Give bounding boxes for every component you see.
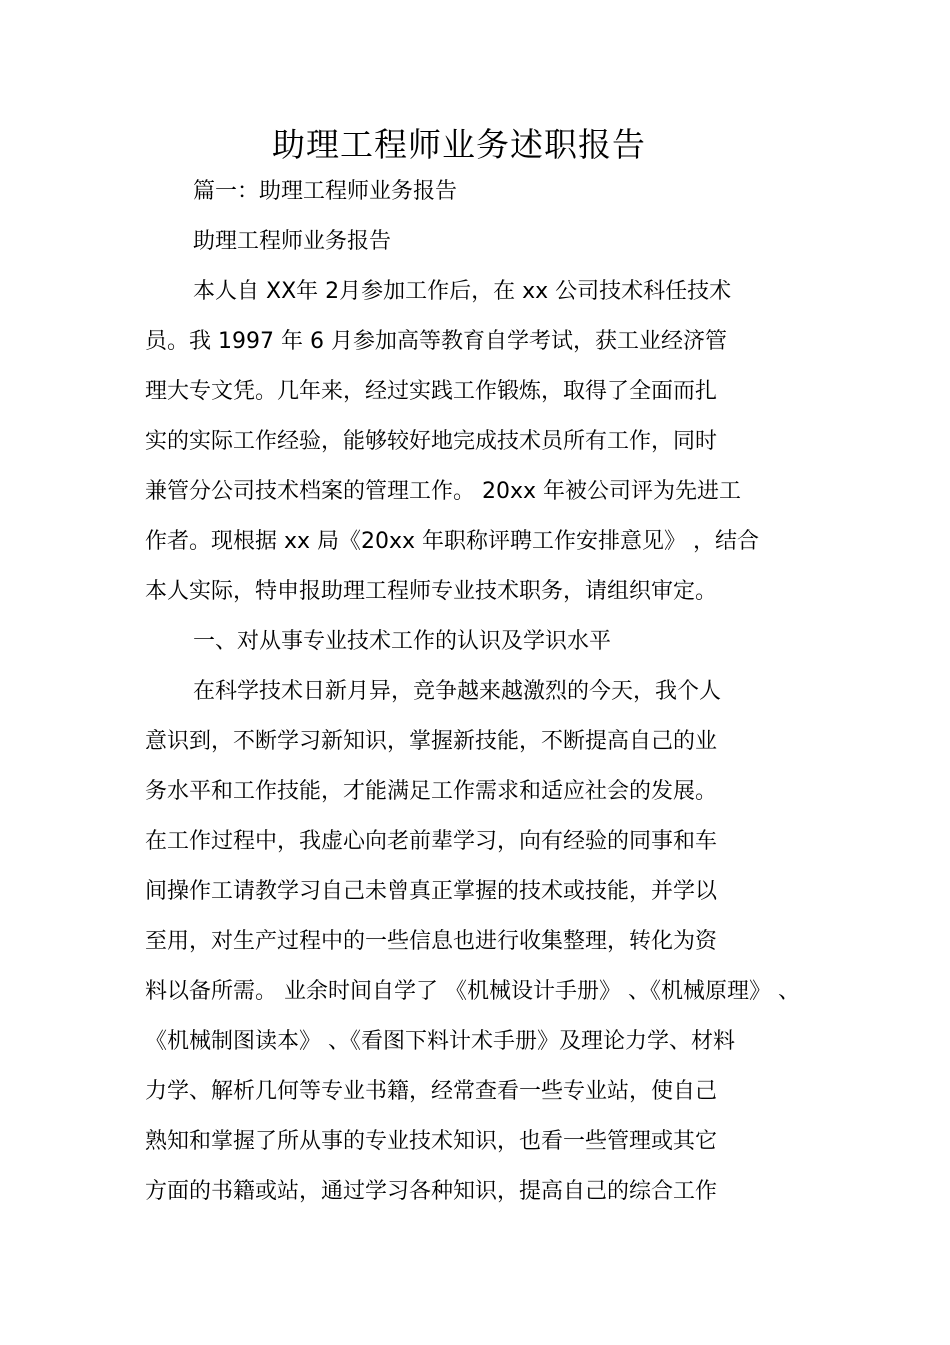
section-heading-1: 一、对从事专业技术工作的认识及学识水平 (193, 629, 612, 654)
section-heading-part1: 篇一：助理工程师业务报告 (193, 179, 458, 204)
paragraph-line: 实的实际工作经验，能够较好地完成技术员所有工作，同时 (145, 429, 718, 454)
paragraph-line: 《机械制图读本》 、《看图下料计术手册》及理论力学、材料 (145, 1029, 735, 1054)
paragraph-line: 至用，对生产过程中的一些信息也进行收集整理，转化为资 (145, 929, 718, 954)
paragraph-line: 在科学技术日新月异，竞争越来越激烈的今天，我个人 (193, 679, 722, 704)
paragraph-line: 在工作过程中，我虚心向老前辈学习，向有经验的同事和车 (145, 829, 718, 854)
report-subtitle: 助理工程师业务报告 (193, 229, 392, 254)
paragraph-line: 力学、解析几何等专业书籍，经常查看一些专业站，使自己 (145, 1079, 718, 1104)
paragraph-line: 员。我 1997 年 6 月参加高等教育自学考试，获工业经济管 (145, 329, 727, 354)
document-title: 助理工程师业务述职报告 (272, 125, 646, 164)
paragraph-line: 方面的书籍或站，通过学习各种知识，提高自己的综合工作 (145, 1179, 718, 1204)
paragraph-line: 料以备所需。 业余时间自学了 《机械设计手册》 、《机械原理》 、 (145, 979, 800, 1004)
paragraph-line: 熟知和掌握了所从事的专业技术知识，也看一些管理或其它 (145, 1129, 718, 1154)
paragraph-line: 务水平和工作技能，才能满足工作需求和适应社会的发展。 (145, 779, 718, 804)
paragraph-line: 本人自 XX年 2月参加工作后，在 xx 公司技术科任技术 (193, 279, 732, 304)
paragraph-line: 理大专文凭。几年来，经过实践工作锻炼，取得了全面而扎 (145, 379, 718, 404)
paragraph-line: 本人实际，特申报助理工程师专业技术职务，请组织审定。 (145, 579, 718, 604)
paragraph-line: 间操作工请教学习自己未曾真正掌握的技术或技能，并学以 (145, 879, 718, 904)
paragraph-line: 意识到，不断学习新知识，掌握新技能，不断提高自己的业 (145, 729, 718, 754)
paragraph-line: 兼管分公司技术档案的管理工作。 20xx 年被公司评为先进工 (145, 479, 742, 504)
paragraph-line: 作者。现根据 xx 局《20xx 年职称评聘工作安排意见》 ，结合 (145, 529, 760, 554)
